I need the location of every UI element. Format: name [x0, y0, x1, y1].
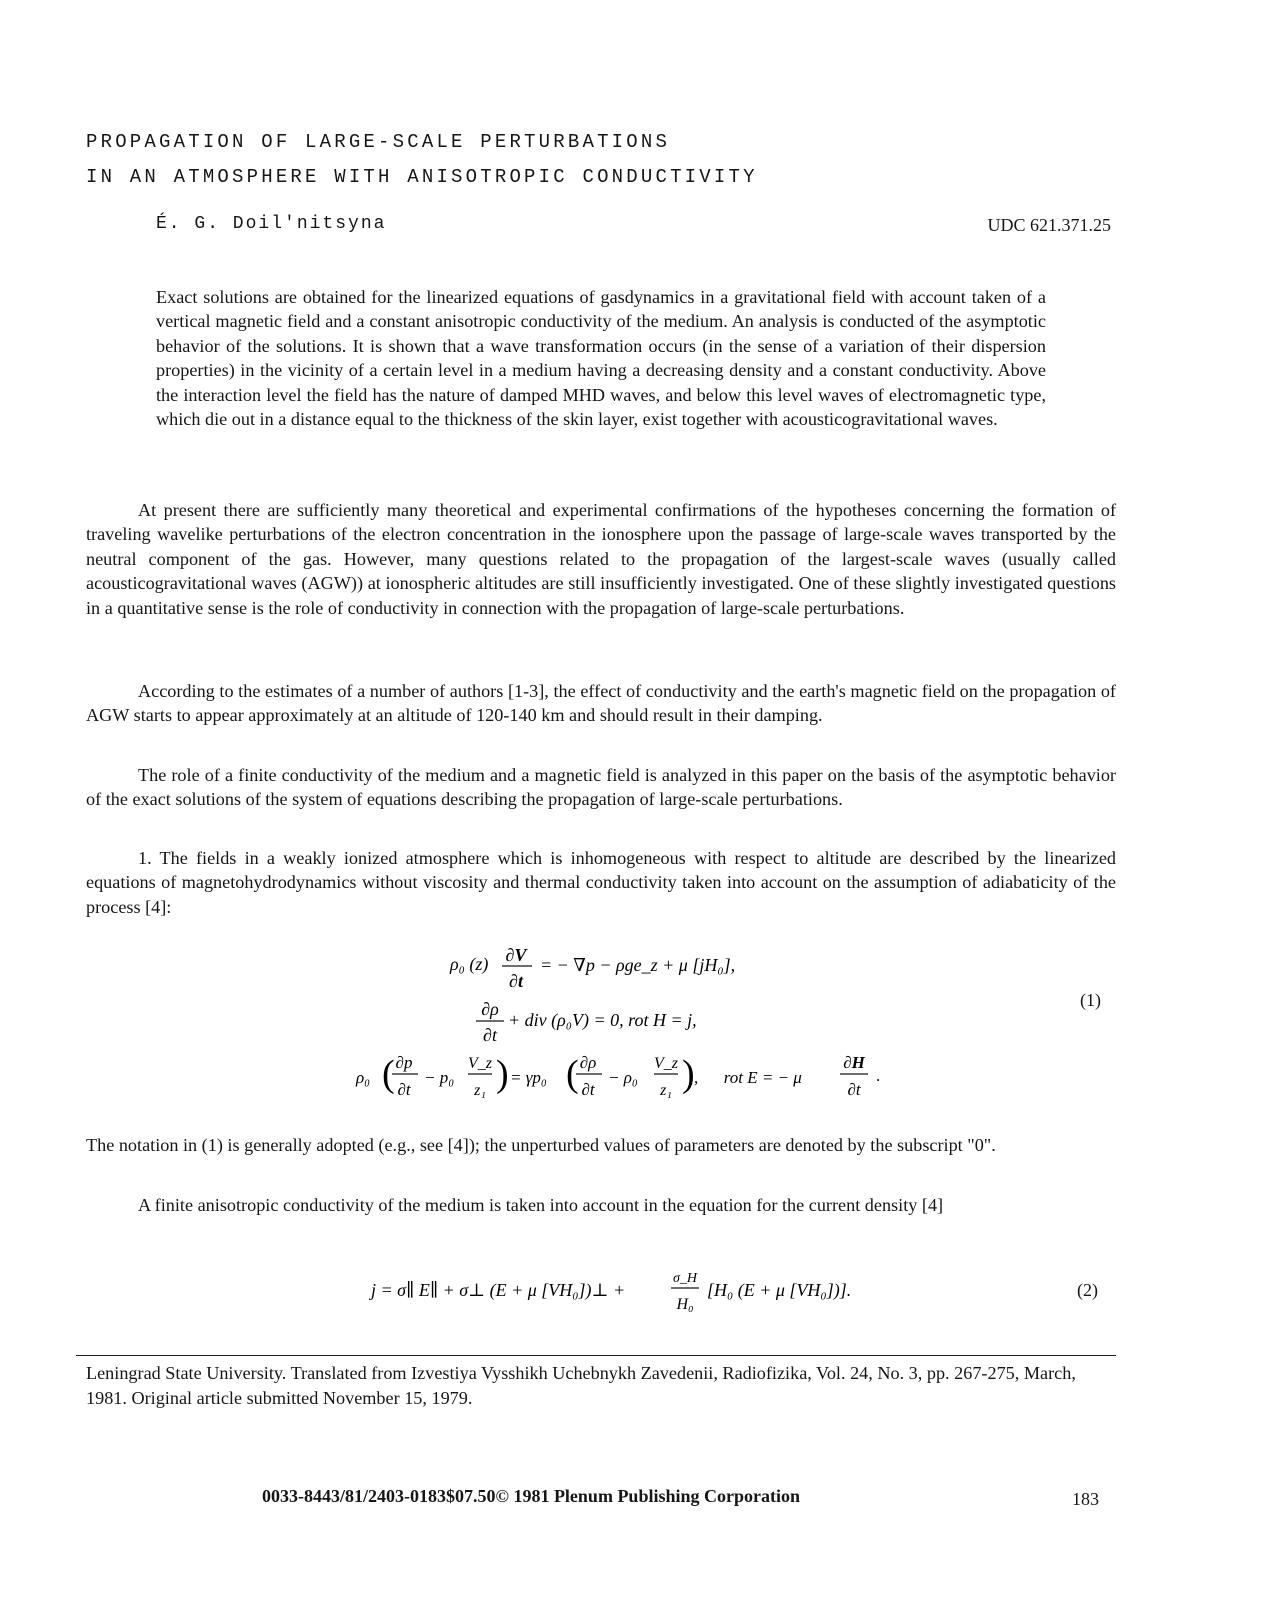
eq1-l3-d: − ρ₀: [608, 1068, 638, 1087]
equation-2: [365, 1262, 905, 1326]
eq1-l3-f3den: ∂t: [581, 1080, 595, 1099]
eq2-num: σ_H: [672, 1271, 698, 1286]
eq1-l1-rhs: = − ∇p − ρge_z + μ [jH₀],: [540, 955, 736, 975]
paragraph-1: At present there are sufficiently many theoretical and experimental confirmations of the hypotheses concerning the formation of traveling wavelike perturbations of the electron concentration in the ionosphere upon the passage of large-scale waves transported by the neutral component of the gas. However, many questions related to the propagation of the largest-scale waves (usually called acousticogravitational waves (AGW)) at ionospheric altitudes are still insufficiently investigated. One of these slightly investigated questions in a quantitative sense is the role of conductivity in connection with the propagation of large-scale perturbations.: [86, 500, 1116, 618]
svg-text:(: (: [566, 1053, 579, 1095]
eq1-l2-num: ∂ρ: [481, 999, 499, 1019]
udc-code: UDC 621.371.25: [987, 215, 1111, 235]
svg-text:(: (: [382, 1053, 395, 1095]
eq1-l3-f2num: V_z: [468, 1055, 492, 1072]
eq1-l1-num: ∂V: [505, 945, 527, 965]
paragraph-2: According to the estimates of a number of authors [1-3], the effect of conductivity and the earth's magnetic field on the propagation of AGW starts to appear approximately at an altitude of 120-140 km and should result in their damping.: [86, 681, 1116, 726]
page-number: 183: [1072, 1489, 1099, 1509]
eq1-l3-b: − p₀: [424, 1068, 455, 1087]
eq2-den: H₀: [676, 1296, 694, 1313]
eq1-l3-f3num: ∂ρ: [579, 1053, 597, 1072]
copyright-footer: 0033-8443/81/2403-0183$07.50© 1981 Plenum Publishing Corporation: [262, 1486, 800, 1506]
eq1-l3-f1den: ∂t: [397, 1080, 411, 1099]
footnote: Leningrad State University. Translated from Izvestiya Vysshikh Uchebnykh Zavedenii, Radiofizika, Vol. 24, No. 3, pp. 267-275, March, 1981. Original article submitted November 15, 1979.: [86, 1363, 1076, 1408]
equation-1: [330, 935, 930, 1115]
abstract: Exact solutions are obtained for the linearized equations of gasdynamics in a gravitational field with account taken of a vertical magnetic field and a constant anisotropic conductivity of the medium. An analysis is conducted of the asymptotic behavior of the solutions. It is shown that a wave transformation occurs (in the sense of a variation of their dispersion properties) in the vicinity of a certain level in a medium having a decreasing density and a constant conductivity. Above the interaction level the field has the nature of damped MHD waves, and below this level waves of electromagnetic type, which die out in a distance equal to the thickness of the skin layer, exist together with acousticogravitational waves.: [156, 287, 1046, 430]
svg-text:): ): [496, 1053, 509, 1095]
equation-1-number: (1): [1080, 990, 1101, 1010]
eq1-l3-a: ρ₀: [356, 1068, 371, 1087]
title-line-2: IN AN ATMOSPHERE WITH ANISOTROPIC CONDUCTIVITY: [86, 166, 758, 188]
eq1-l3-f5num: ∂H: [843, 1053, 865, 1072]
eq1-l3-c: = γp₀: [510, 1068, 547, 1087]
eq1-l3-e: , rot E = − μ: [694, 1068, 802, 1087]
eq1-l3-f2den: z₁: [474, 1082, 486, 1099]
paragraph-3: The role of a finite conductivity of the medium and a magnetic field is analyzed in this paper on the basis of the asymptotic behavior of the exact solutions of the system of equations describing the propagation of large-scale perturbations.: [86, 765, 1116, 810]
equation-2-number: (2): [1077, 1280, 1098, 1300]
paragraph-5: The notation in (1) is generally adopted (e.g., see [4]); the unperturbed values of parameters are denoted by the subscript "0".: [86, 1135, 996, 1155]
eq1-l3-f: .: [876, 1066, 881, 1085]
eq1-l3-f5den: ∂t: [847, 1080, 861, 1099]
svg-text:): ): [682, 1053, 695, 1095]
eq1-l2-den: ∂t: [483, 1025, 497, 1045]
paragraph-4: 1. The fields in a weakly ionized atmosphere which is inhomogeneous with respect to altitude are described by the linearized equations of magnetohydrodynamics without viscosity and thermal conductivity taken into account on the assumption of adiabaticity of the process [4]:: [86, 848, 1116, 917]
eq2-a: j = σ∥ E∥ + σ⊥ (E + μ [VH₀])⊥ +: [371, 1280, 626, 1300]
paragraph-6: A finite anisotropic conductivity of the medium is taken into account in the equation for the current density [4]: [138, 1195, 944, 1215]
eq1-l3-f4num: V_z: [654, 1055, 678, 1072]
eq1-l1-lhs: ρ₀ (z): [450, 954, 489, 974]
eq2-b: [H₀ (E + μ [VH₀])].: [707, 1280, 852, 1300]
title-line-1: PROPAGATION OF LARGE-SCALE PERTURBATIONS: [86, 131, 671, 153]
footnote-rule: [76, 1355, 1116, 1356]
eq1-l3-f4den: z₁: [660, 1082, 672, 1099]
author: É. G. Doil'nitsyna: [156, 214, 387, 234]
eq1-l3-f1num: ∂p: [395, 1053, 413, 1072]
eq1-l1-den: ∂t: [509, 971, 523, 991]
eq1-l2-rhs: + div (ρ₀V) = 0, rot H = j,: [508, 1010, 697, 1030]
